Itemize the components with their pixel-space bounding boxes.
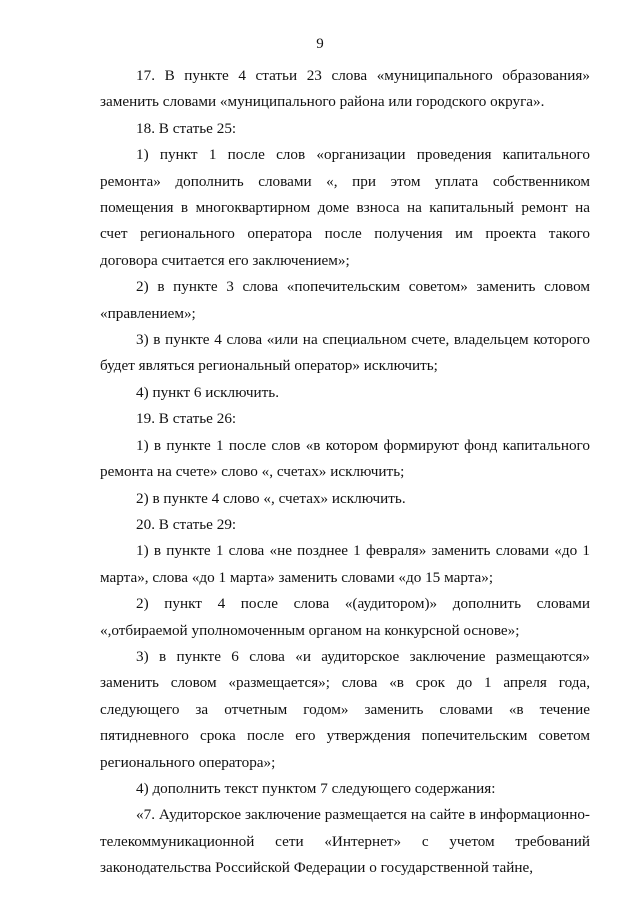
paragraph-item-19-heading: 19. В статье 26: [136, 410, 237, 428]
paragraph-item-18-3: 3) в пункте 4 слова «или на специальном счете, владельцем которого будет являться региональный оператор» исключить; [100, 331, 590, 375]
paragraph-item-20-4: 4) дополнить текст пунктом 7 следующего содержания: [136, 779, 496, 797]
paragraph-item-19-1: 1) в пункте 1 после слов «в котором формируют фонд капитального ремонта на счете» слово «, счетах» исключить; [100, 436, 590, 481]
paragraph-item-20-2: 2) пункт 4 после слова «(аудитором)» дополнить словами «,отбираемой уполномоченным органом на конкурсной основе»; [100, 595, 590, 639]
paragraph-item-20-1: 1) в пункте 1 слова «не позднее 1 февраля» заменить словами «до 1 марта», слова «до 1 марта» заменить словами «до 15 марта»; [100, 542, 590, 586]
paragraph-item-19-2: 2) в пункте 4 слово «, счетах» исключить. [136, 489, 406, 507]
paragraph-item-20-heading: 20. В статье 29: [136, 515, 237, 533]
paragraph-item-20-4-quote: «7. Аудиторское заключение размещается на сайте в информационно-телекоммуникационной сети «Интернет» с учетом требований законодательства Российской Федерации о государственной тайне, [100, 806, 590, 877]
paragraph-item-18-1: 1) пункт 1 после слов «организации проведения капитального ремонта» дополнить словами «, при этом уплата собственником помещения в многоквартирном доме взноса на капитальный ремонт на счет регионального оператора после получения им проекта такого договора считается его заключением»; [100, 146, 590, 269]
paragraph-item-20-3: 3) в пункте 6 слова «и аудиторское заключение размещаются» заменить словом «размещается»; слова «в срок до 1 апреля года, следующего за отчетным годом» заменить словами «в течение пятидневного срока после его утверждения попечительским советом регионального оператора»; [100, 647, 590, 771]
paragraph-item-18-4: 4) пункт 6 исключить. [136, 383, 280, 401]
paragraph-item-17: 17. В пункте 4 статьи 23 слова «муниципального образования» заменить словами «муниципального района или городского округа». [100, 67, 590, 111]
paragraph-item-18-2: 2) в пункте 3 слова «попечительским советом» заменить словом «правлением»; [100, 278, 590, 322]
paragraph-item-18-heading: 18. В статье 25: [136, 119, 237, 137]
page-number: 9 [316, 36, 324, 52]
document-body [100, 63, 590, 882]
